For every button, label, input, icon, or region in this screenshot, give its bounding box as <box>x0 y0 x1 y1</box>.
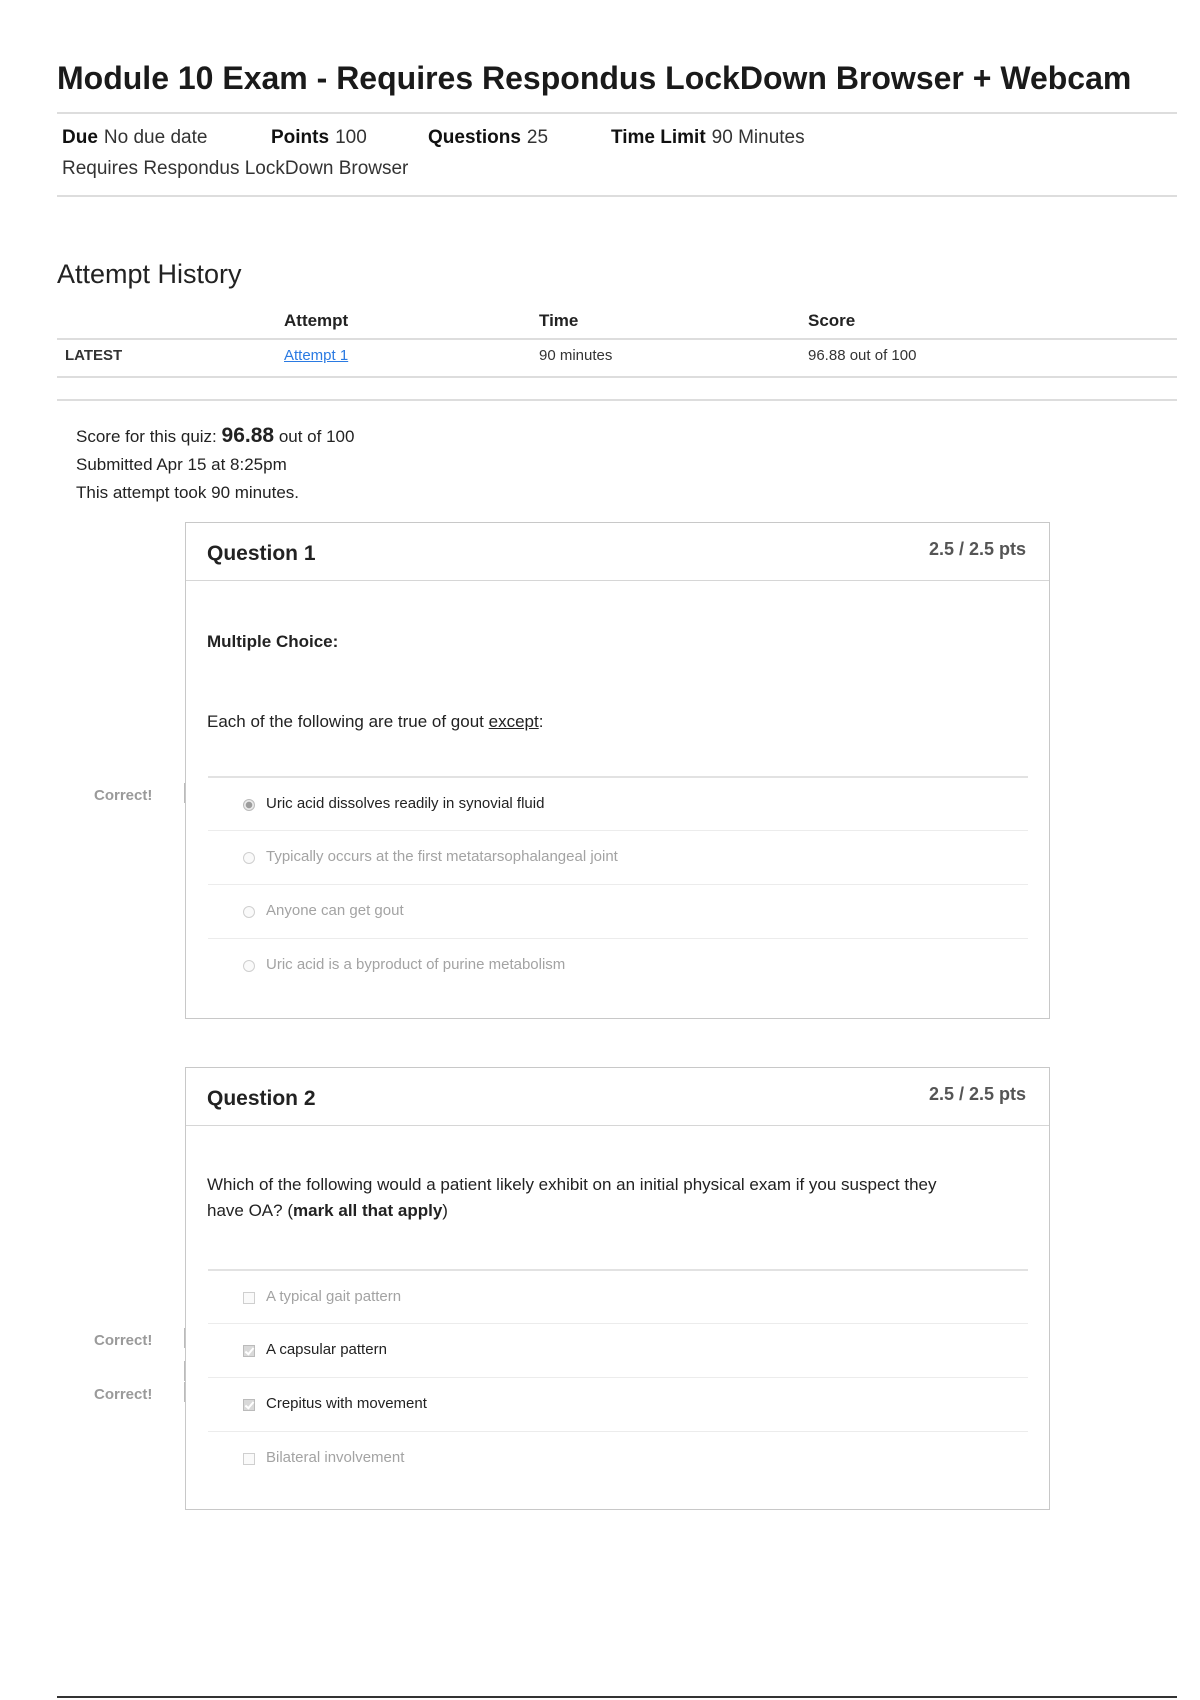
question-1-answer-4[interactable] <box>208 938 1028 992</box>
correct-flag: Correct! <box>94 1386 153 1403</box>
lockdown-requirement: Requires Respondus LockDown Browser <box>62 158 409 179</box>
correct-flag: Correct! <box>94 1332 153 1349</box>
radio-icon[interactable] <box>243 960 255 972</box>
history-row-divider <box>57 376 1177 378</box>
checkbox-icon[interactable] <box>243 1453 255 1465</box>
time-limit-label: Time Limit <box>611 127 706 148</box>
question-2-header <box>186 1068 1049 1126</box>
history-header-divider <box>57 338 1177 340</box>
question-2-prompt-line-1: Which of the following would a patient likely exhibit on an initial physical exam if you suspect they <box>207 1175 937 1194</box>
radio-selected-icon[interactable] <box>243 799 255 811</box>
question-1-points: 2.5 / 2.5 pts <box>928 539 1026 559</box>
correct-flag-marker <box>184 1361 185 1381</box>
question-1-prompt <box>207 709 543 735</box>
question-2-answer-4[interactable] <box>208 1431 1028 1485</box>
quiz-points <box>271 127 367 149</box>
question-1-title: Question 1 <box>207 542 316 565</box>
page-bottom-divider <box>57 1696 1177 1698</box>
score-suffix: out of 100 <box>278 427 355 446</box>
history-col-attempt: Attempt <box>284 311 349 330</box>
question-1-answer-2[interactable] <box>208 830 1028 884</box>
quiz-score-summary <box>76 424 354 448</box>
question-1-header <box>186 523 1049 581</box>
answer-label: Bilateral involvement <box>266 1449 405 1466</box>
score-value: 96.88 <box>221 424 275 447</box>
questions-label: Questions <box>428 127 521 148</box>
question-2-points: 2.5 / 2.5 pts <box>928 1084 1026 1104</box>
history-col-time: Time <box>539 311 579 330</box>
radio-icon[interactable] <box>243 906 255 918</box>
correct-flag: Correct! <box>94 787 153 804</box>
points-label: Points <box>271 127 330 148</box>
quiz-time-limit <box>611 127 805 149</box>
history-bottom-divider <box>57 399 1177 401</box>
history-status-latest: LATEST <box>65 347 123 364</box>
time-limit-value: 90 Minutes <box>711 127 805 148</box>
correct-flag-marker <box>184 1328 185 1348</box>
questions-value: 25 <box>526 127 549 148</box>
question-2-prompt <box>207 1172 937 1224</box>
attempt-history-heading: Attempt History <box>57 259 242 289</box>
correct-flag-marker <box>184 1382 185 1402</box>
score-prefix: Score for this quiz: <box>76 427 217 446</box>
prompt-instruction: mark all that apply <box>293 1201 443 1220</box>
radio-icon[interactable] <box>243 852 255 864</box>
points-value: 100 <box>335 127 367 148</box>
attempt-duration: This attempt took 90 minutes. <box>76 483 299 502</box>
question-2-card <box>185 1067 1050 1510</box>
question-2-title: Question 2 <box>207 1087 316 1110</box>
attempt-1-link[interactable]: Attempt 1 <box>284 347 349 364</box>
question-2-prompt-line-2 <box>207 1198 937 1224</box>
title-divider <box>57 112 1177 114</box>
checkbox-icon[interactable] <box>243 1292 255 1304</box>
page-title: Module 10 Exam - Requires Respondus LockDown Browser + Webcam <box>57 60 1132 96</box>
answer-label: Crepitus with movement <box>266 1395 427 1412</box>
answer-label: Anyone can get gout <box>266 902 404 919</box>
quiz-due <box>62 127 207 149</box>
question-1-prompt-text: Each of the following are true of gout <box>207 712 489 731</box>
question-1-card <box>185 522 1050 1019</box>
answer-label: A typical gait pattern <box>266 1288 402 1305</box>
history-score-value: 96.88 out of 100 <box>808 347 917 364</box>
details-divider <box>57 195 1177 197</box>
answer-label: Uric acid is a byproduct of purine metabolism <box>266 956 566 973</box>
prompt-text-end: ) <box>442 1201 448 1220</box>
correct-flag-marker <box>184 783 185 803</box>
quiz-questions <box>428 127 548 149</box>
answer-label: Uric acid dissolves readily in synovial fluid <box>266 795 545 812</box>
question-1-type: Multiple Choice: <box>207 632 339 651</box>
history-col-score: Score <box>808 311 856 330</box>
answer-label: Typically occurs at the first metatarsophalangeal joint <box>266 848 618 865</box>
submitted-timestamp: Submitted Apr 15 at 8:25pm <box>76 455 287 474</box>
checkbox-checked-icon[interactable] <box>243 1399 255 1411</box>
due-value: No due date <box>103 127 208 148</box>
question-1-prompt-end: : <box>538 712 544 731</box>
question-1-answer-1[interactable] <box>208 776 1028 830</box>
answer-label: A capsular pattern <box>266 1341 387 1358</box>
question-2-answer-2[interactable] <box>208 1323 1028 1377</box>
due-label: Due <box>62 127 98 148</box>
question-1-prompt-emphasis: except <box>488 712 539 731</box>
question-1-answer-3[interactable] <box>208 884 1028 938</box>
question-2-answer-1[interactable] <box>208 1269 1028 1323</box>
question-2-answer-3[interactable] <box>208 1377 1028 1431</box>
history-time-value: 90 minutes <box>539 347 613 364</box>
checkbox-checked-icon[interactable] <box>243 1345 255 1357</box>
prompt-text: have OA? ( <box>207 1201 293 1220</box>
